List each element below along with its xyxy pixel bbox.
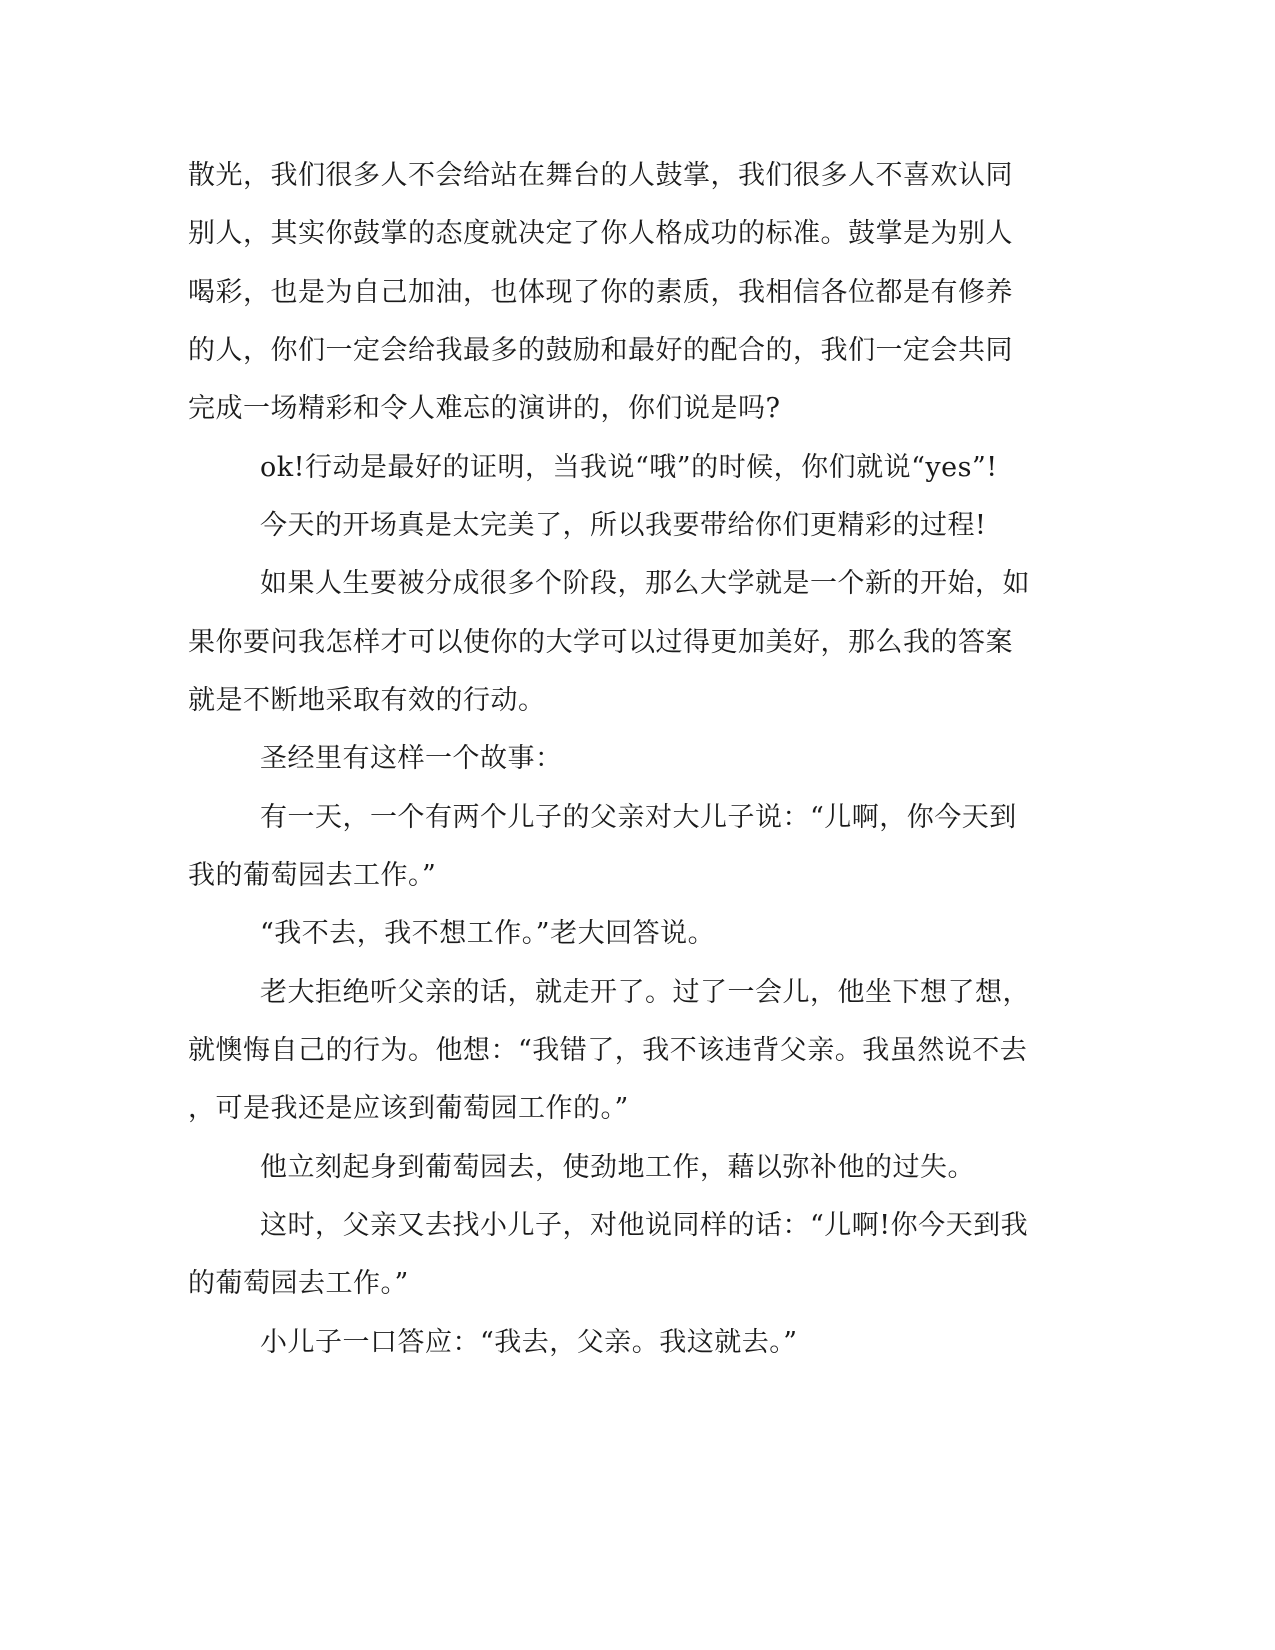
text-line: 喝彩，也是为自己加油，也体现了你的素质，我相信各位都是有修养 — [188, 277, 1013, 308]
text-line: 就懊悔自己的行为。他想：“我错了，我不该违背父亲。我虽然说不去 — [188, 1035, 1028, 1066]
text-line: 如果人生要被分成很多个阶段，那么大学就是一个新的开始，如 — [260, 568, 1030, 599]
text-line: 有一天，一个有两个儿子的父亲对大儿子说：“儿啊，你今天到 — [260, 802, 1017, 833]
text-line: 小儿子一口答应：“我去，父亲。我这就去。” — [260, 1327, 798, 1358]
text-line: 果你要问我怎样才可以使你的大学可以过得更加美好，那么我的答案 — [188, 627, 1013, 658]
text-line: 这时，父亲又去找小儿子，对他说同样的话：“儿啊!你今天到我 — [260, 1210, 1029, 1241]
text-line: “我不去，我不想工作。”老大回答说。 — [260, 918, 716, 949]
text-line: 我的葡萄园去工作。” — [188, 860, 437, 891]
text-line: 老大拒绝听父亲的话，就走开了。过了一会儿，他坐下想了想， — [260, 977, 1030, 1008]
text-line: ，可是我还是应该到葡萄园工作的。” — [188, 1093, 629, 1124]
text-line: 别人，其实你鼓掌的态度就决定了你人格成功的标准。鼓掌是为别人 — [188, 218, 1013, 249]
text-line: ok!行动是最好的证明，当我说“哦”的时候，你们就说“yes”! — [260, 452, 998, 483]
text-line: 的人，你们一定会给我最多的鼓励和最好的配合的，我们一定会共同 — [188, 335, 1013, 366]
text-line: 他立刻起身到葡萄园去，使劲地工作，藉以弥补他的过失。 — [260, 1152, 975, 1183]
text-line: 圣经里有这样一个故事： — [260, 743, 563, 774]
text-line: 今天的开场真是太完美了，所以我要带给你们更精彩的过程! — [260, 510, 987, 541]
text-line: 完成一场精彩和令人难忘的演讲的，你们说是吗? — [188, 393, 781, 424]
text-line: 的葡萄园去工作。” — [188, 1268, 409, 1299]
text-line: 散光，我们很多人不会给站在舞台的人鼓掌，我们很多人不喜欢认同 — [188, 160, 1013, 191]
text-line: 就是不断地采取有效的行动。 — [188, 685, 546, 716]
